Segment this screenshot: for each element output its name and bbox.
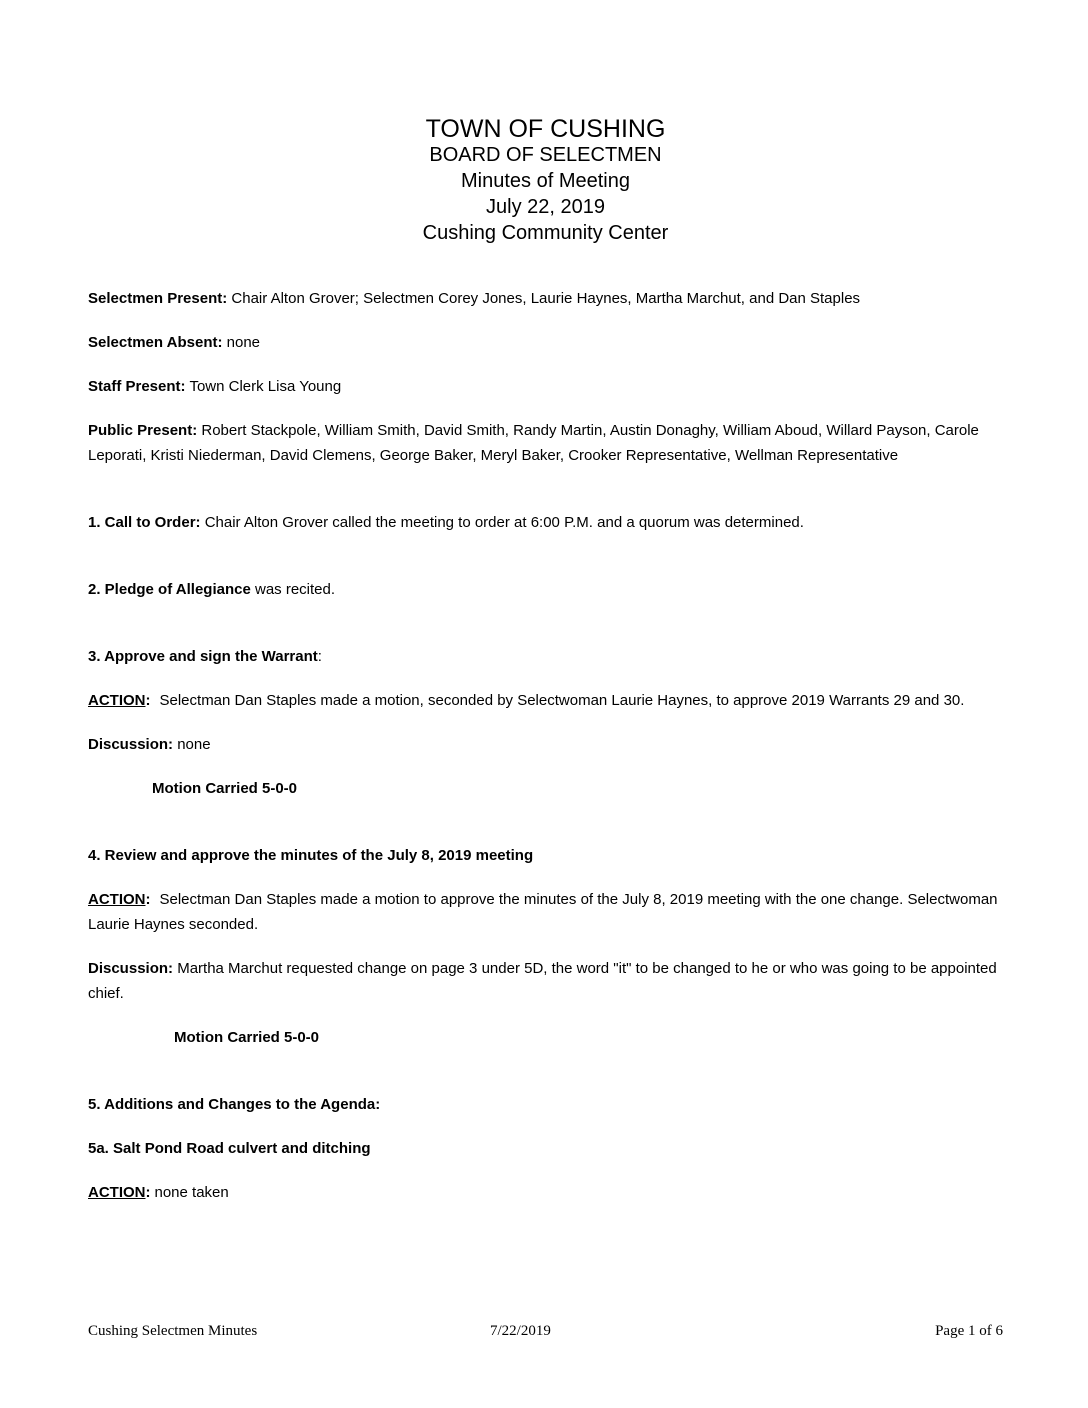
item5-heading <box>88 1092 1003 1117</box>
item5a-action-label-text: ACTION <box>88 1184 146 1201</box>
item3-motion-text: Motion Carried 5-0-0 <box>152 780 298 797</box>
selectmen-absent-paragraph <box>88 330 1003 355</box>
public-present-label: Public Present: <box>88 422 198 439</box>
header-town-title: TOWN OF CUSHING <box>425 115 666 143</box>
item3-heading-text: 3. Approve and sign the Warrant <box>88 648 318 665</box>
header-meeting-date: July 22, 2019 <box>486 196 605 218</box>
header-doc-type: Minutes of Meeting <box>461 170 630 192</box>
item3-action-label-text: ACTION <box>88 692 146 709</box>
item2-pledge-paragraph <box>88 577 1003 602</box>
item5a-action-text: none taken <box>154 1184 229 1201</box>
item4-discussion-text: Martha Marchut requested change on page 3 under 5D, the word "it" to be changed to he or who was going to be appointed chief. <box>88 960 997 1002</box>
public-present-paragraph <box>88 418 1003 468</box>
selectmen-present-label: Selectmen Present: <box>88 290 228 307</box>
item4-action-text: Selectman Dan Staples made a motion to approve the minutes of the July 8, 2019 meeting with the one change. Selectwoman Laurie Haynes seconded. <box>88 891 998 933</box>
item4-heading-text: 4. Review and approve the minutes of the July 8, 2019 meeting <box>88 847 534 864</box>
item4-motion-text: Motion Carried 5-0-0 <box>174 1029 320 1046</box>
item1-text: Chair Alton Grover called the meeting to order at 6:00 P.M. and a quorum was determined. <box>204 514 804 531</box>
item3-heading-suffix: : <box>317 648 322 665</box>
item3-heading <box>88 644 1003 669</box>
item4-action-label-text: ACTION <box>88 891 146 908</box>
item4-discussion-label: Discussion: <box>88 960 174 977</box>
document-header <box>88 116 1003 246</box>
item5a-action-paragraph <box>88 1180 1003 1205</box>
staff-present-text: Town Clerk Lisa Young <box>189 378 342 395</box>
item4-action-paragraph <box>88 887 1003 937</box>
item3-discussion-label: Discussion: <box>88 736 174 753</box>
selectmen-present-text: Chair Alton Grover; Selectmen Corey Jones, Laurie Haynes, Martha Marchut, and Dan Staples <box>231 290 861 307</box>
item5a-heading-text: 5a. Salt Pond Road culvert and ditching <box>88 1140 371 1157</box>
item4-action-colon: : <box>145 891 151 908</box>
item3-discussion-paragraph <box>88 732 1003 757</box>
selectmen-present-paragraph <box>88 286 1003 311</box>
selectmen-absent-text: none <box>226 334 261 351</box>
header-location: Cushing Community Center <box>422 222 669 244</box>
item5-heading-text: 5. Additions and Changes to the Agenda: <box>88 1096 381 1113</box>
header-board-title: BOARD OF SELECTMEN <box>429 144 662 166</box>
item3-action-label <box>88 692 151 709</box>
footer-document-title: Cushing Selectmen Minutes <box>88 1323 258 1339</box>
item4-action-label <box>88 891 151 908</box>
item5a-action-label <box>88 1184 151 1201</box>
item3-discussion-text: none <box>177 736 211 753</box>
item1-label: 1. Call to Order: <box>88 514 201 531</box>
footer-date: 7/22/2019 <box>490 1323 551 1339</box>
item3-action-colon: : <box>145 692 151 709</box>
staff-present-label: Staff Present: <box>88 378 186 395</box>
public-present-text: Robert Stackpole, William Smith, David Smith, Randy Martin, Austin Donaghy, William Aboud, Willard Payson, Carole Leporati, Kristi Niederman, David Clemens, George Baker, Meryl Baker, Crooker Representative, Wellman Representative <box>88 422 979 464</box>
item5a-action-colon: : <box>145 1184 151 1201</box>
item3-action-paragraph <box>88 688 1003 713</box>
selectmen-absent-label: Selectmen Absent: <box>88 334 223 351</box>
item1-call-to-order-paragraph <box>88 510 1003 535</box>
item4-motion-carried <box>88 1025 1003 1050</box>
footer-page-number: Page 1 of 6 <box>935 1323 1003 1339</box>
item3-motion-carried <box>88 776 1003 801</box>
item3-action-text: Selectman Dan Staples made a motion, seconded by Selectwoman Laurie Haynes, to approve 2019 Warrants 29 and 30. <box>159 692 965 709</box>
item4-discussion-paragraph <box>88 956 1003 1006</box>
item4-heading <box>88 843 1003 868</box>
page-footer <box>88 1319 1003 1344</box>
staff-present-paragraph <box>88 374 1003 399</box>
item2-label: 2. Pledge of Allegiance <box>88 581 251 598</box>
item5a-heading <box>88 1136 1003 1161</box>
item2-text: was recited. <box>255 581 336 598</box>
